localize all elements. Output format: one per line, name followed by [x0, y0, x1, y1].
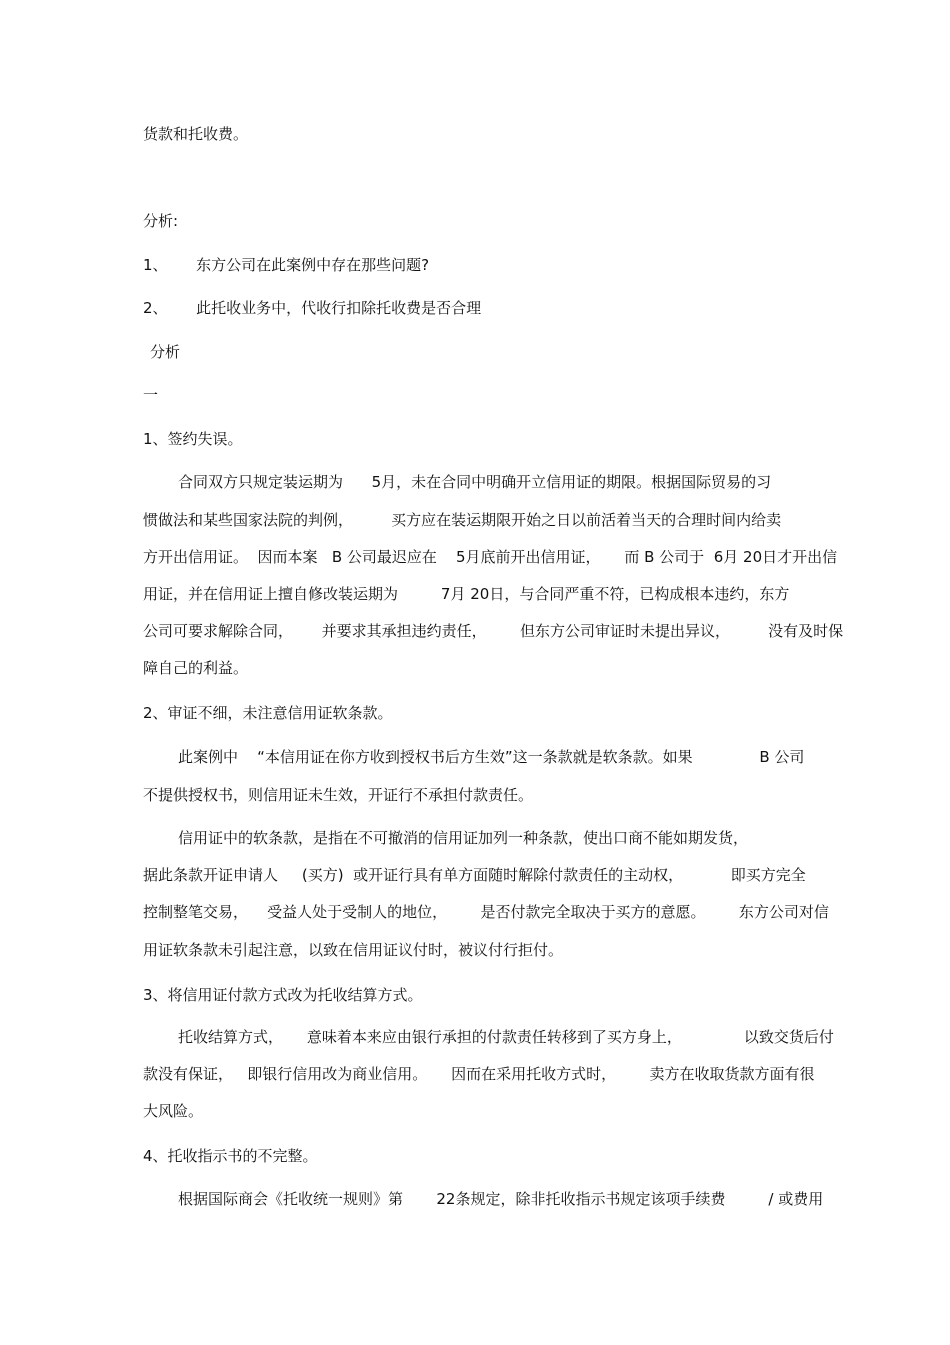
paragraph-line: 不提供授权书，则信用证未生效，开证行不承担付款责任。 — [143, 786, 534, 804]
section-heading: 分析: — [143, 212, 179, 230]
paragraph-line: 大风险。 — [143, 1102, 204, 1120]
section-heading: 一 — [143, 386, 159, 404]
question-item: 2、 此托收业务中，代收行扣除托收费是否合理 — [143, 299, 482, 317]
paragraph-line: 公司可要求解除合同， 并要求其承担违约责任， 但东方公司审证时未提出异议， 没有及时保 — [143, 622, 844, 640]
point-heading: 2、审证不细，未注意信用证软条款。 — [143, 704, 393, 722]
paragraph-line: 控制整笔交易， 受益人处于受制人的地位， 是否付款完全取决于买方的意愿。 东方公司对信 — [143, 903, 829, 921]
paragraph-line: 信用证中的软条款，是指在不可撤消的信用证加列一种条款，使出口商不能如期发货， — [178, 829, 749, 847]
point-heading: 1、签约失误。 — [143, 430, 243, 448]
question-item: 1、 东方公司在此案例中存在那些问题? — [143, 256, 430, 274]
paragraph-line: 托收结算方式， 意味着本来应由银行承担的付款责任转移到了买方身上， 以致交货后付 — [178, 1028, 834, 1046]
point-heading: 3、将信用证付款方式改为托收结算方式。 — [143, 986, 423, 1004]
paragraph-line: 惯做法和某些国家法院的判例， 买方应在装运期限开始之日以前活着当天的合理时间内给卖 — [143, 511, 782, 529]
paragraph-line: 障自己的利益。 — [143, 659, 249, 677]
paragraph-line: 此案例中 “本信用证在你方收到授权书后方生效”这一条款就是软条款。如果 B 公司 — [178, 748, 805, 766]
point-heading: 4、托收指示书的不完整。 — [143, 1147, 318, 1165]
section-heading: 分析 — [150, 343, 181, 361]
text-line: 货款和托收费。 — [143, 125, 249, 143]
paragraph-line: 合同双方只规定装运期为 5月，未在合同中明确开立信用证的期限。根据国际贸易的习 — [178, 473, 772, 491]
paragraph-line: 据此条款开证申请人 (买方) 或开证行具有单方面随时解除付款责任的主动权， 即买方完全 — [143, 866, 806, 884]
paragraph-line: 方开出信用证。 因而本案 B 公司最迟应在 5月底前开出信用证， 而 B 公司于 6月 20日才开出信 — [143, 548, 838, 566]
paragraph-line: 根据国际商会《托收统一规则》第 22条规定，除非托收指示书规定该项手续费 / 或费用 — [178, 1190, 824, 1208]
paragraph-line: 款没有保证， 即银行信用改为商业信用。 因而在采用托收方式时， 卖方在收取货款方面有很 — [143, 1065, 815, 1083]
paragraph-line: 用证，并在信用证上擅自修改装运期为 7月 20日，与合同严重不符，已构成根本违约，东方 — [143, 585, 790, 603]
paragraph-line: 用证软条款未引起注意，以致在信用证议付时，被议付行拒付。 — [143, 941, 564, 959]
